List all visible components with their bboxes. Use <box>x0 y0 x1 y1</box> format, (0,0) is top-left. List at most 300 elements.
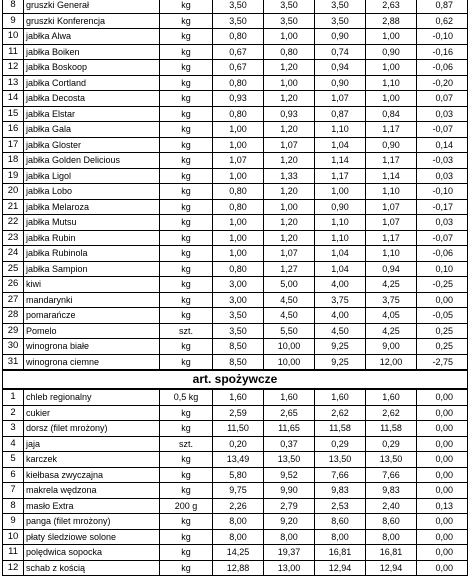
table-row <box>3 514 468 530</box>
product-name: płaty śledziowe solone <box>24 529 160 545</box>
price-max: 1,07 <box>264 137 315 153</box>
unit: kg <box>160 60 213 76</box>
food-section-header <box>3 370 468 389</box>
price-max: 1,20 <box>264 215 315 231</box>
unit: kg <box>160 339 213 355</box>
price-max: 4,50 <box>264 308 315 324</box>
price-min: 9,75 <box>213 483 264 499</box>
product-name: jabłka Decosta <box>24 91 160 107</box>
table-row <box>3 292 468 308</box>
product-name: jaja <box>24 436 160 452</box>
product-name: jabłka Lobo <box>24 184 160 200</box>
table-row <box>3 354 468 370</box>
unit: kg <box>160 421 213 437</box>
price-min: 1,00 <box>213 215 264 231</box>
row-number: 18 <box>3 153 24 169</box>
row-number: 26 <box>3 277 24 293</box>
price-change: -0,03 <box>417 153 468 169</box>
price-avg: 0,74 <box>315 44 366 60</box>
product-name: schab z kością <box>24 560 160 576</box>
price-avg: 0,90 <box>315 199 366 215</box>
row-number: 9 <box>3 13 24 29</box>
table-row <box>3 44 468 60</box>
price-prev: 4,25 <box>366 277 417 293</box>
table-row <box>3 13 468 29</box>
price-max: 9,52 <box>264 467 315 483</box>
unit: kg <box>160 75 213 91</box>
price-change: -2,75 <box>417 354 468 370</box>
price-prev: 13,50 <box>366 452 417 468</box>
row-number: 22 <box>3 215 24 231</box>
price-change: -0,05 <box>417 308 468 324</box>
unit: kg <box>160 184 213 200</box>
table-row <box>3 405 468 421</box>
price-prev: 1,10 <box>366 184 417 200</box>
price-change: -0,07 <box>417 122 468 138</box>
price-max: 1,60 <box>264 389 315 405</box>
product-name: winogrona białe <box>24 339 160 355</box>
table-row <box>3 436 468 452</box>
price-avg: 1,10 <box>315 122 366 138</box>
price-change: -0,10 <box>417 184 468 200</box>
price-change: 0,03 <box>417 106 468 122</box>
product-name: winogrona ciemne <box>24 354 160 370</box>
price-max: 11,65 <box>264 421 315 437</box>
table-row <box>3 467 468 483</box>
price-avg: 8,00 <box>315 529 366 545</box>
product-name: jabłka Mutsu <box>24 215 160 231</box>
price-min: 1,07 <box>213 153 264 169</box>
price-prev: 0,29 <box>366 436 417 452</box>
unit: kg <box>160 29 213 45</box>
price-prev: 9,00 <box>366 339 417 355</box>
price-change: 0,25 <box>417 323 468 339</box>
product-name: cukier <box>24 405 160 421</box>
unit: kg <box>160 91 213 107</box>
table-row <box>3 498 468 514</box>
price-max: 13,00 <box>264 560 315 576</box>
price-avg: 0,94 <box>315 60 366 76</box>
fruit-section <box>3 0 468 370</box>
price-prev: 1,10 <box>366 75 417 91</box>
unit: kg <box>160 106 213 122</box>
row-number: 27 <box>3 292 24 308</box>
row-number: 30 <box>3 339 24 355</box>
price-min: 1,60 <box>213 389 264 405</box>
price-prev: 1,10 <box>366 246 417 262</box>
price-prev: 8,00 <box>366 529 417 545</box>
price-change: -0,06 <box>417 60 468 76</box>
price-min: 5,80 <box>213 467 264 483</box>
price-prev: 2,88 <box>366 13 417 29</box>
price-max: 1,00 <box>264 29 315 45</box>
row-number: 12 <box>3 60 24 76</box>
price-table <box>2 0 468 576</box>
product-name: dorsz (filet mrożony) <box>24 421 160 437</box>
unit: kg <box>160 261 213 277</box>
row-number: 15 <box>3 106 24 122</box>
row-number: 21 <box>3 199 24 215</box>
row-number: 8 <box>3 498 24 514</box>
unit: kg <box>160 13 213 29</box>
unit: kg <box>160 483 213 499</box>
row-number: 17 <box>3 137 24 153</box>
price-min: 3,50 <box>213 0 264 13</box>
price-avg: 3,75 <box>315 292 366 308</box>
product-name: gruszki Konferencja <box>24 13 160 29</box>
price-min: 1,00 <box>213 230 264 246</box>
price-change: 0,13 <box>417 498 468 514</box>
row-number: 6 <box>3 467 24 483</box>
price-min: 0,80 <box>213 261 264 277</box>
price-avg: 1,60 <box>315 389 366 405</box>
price-avg: 4,00 <box>315 277 366 293</box>
price-min: 8,50 <box>213 354 264 370</box>
price-change: -0,10 <box>417 29 468 45</box>
price-prev: 3,75 <box>366 292 417 308</box>
table-row <box>3 122 468 138</box>
table-row <box>3 184 468 200</box>
product-name: jabłka Sampion <box>24 261 160 277</box>
product-name: jabłka Elstar <box>24 106 160 122</box>
product-name: jabłka Boiken <box>24 44 160 60</box>
table-row <box>3 277 468 293</box>
price-prev: 1,07 <box>366 215 417 231</box>
price-prev: 1,14 <box>366 168 417 184</box>
price-change: 0,00 <box>417 529 468 545</box>
unit: kg <box>160 0 213 13</box>
price-change: 0,10 <box>417 261 468 277</box>
product-name: jabłka Rubin <box>24 230 160 246</box>
price-min: 3,50 <box>213 308 264 324</box>
price-change: -0,17 <box>417 199 468 215</box>
product-name: pomarańcze <box>24 308 160 324</box>
price-avg: 9,25 <box>315 339 366 355</box>
price-max: 10,00 <box>264 339 315 355</box>
row-number: 5 <box>3 452 24 468</box>
price-max: 0,37 <box>264 436 315 452</box>
unit: kg <box>160 545 213 561</box>
table-row <box>3 339 468 355</box>
price-max: 19,37 <box>264 545 315 561</box>
product-name: mandarynki <box>24 292 160 308</box>
price-avg: 9,83 <box>315 483 366 499</box>
price-prev: 1,07 <box>366 199 417 215</box>
price-min: 3,00 <box>213 277 264 293</box>
table-row <box>3 153 468 169</box>
price-max: 1,20 <box>264 230 315 246</box>
price-change: 0,00 <box>417 467 468 483</box>
price-max: 1,20 <box>264 60 315 76</box>
price-min: 0,80 <box>213 106 264 122</box>
price-prev: 0,84 <box>366 106 417 122</box>
price-prev: 12,00 <box>366 354 417 370</box>
price-min: 8,00 <box>213 514 264 530</box>
row-number: 12 <box>3 560 24 576</box>
table-row <box>3 421 468 437</box>
product-name: masło Extra <box>24 498 160 514</box>
unit: kg <box>160 199 213 215</box>
price-max: 5,50 <box>264 323 315 339</box>
price-prev: 9,83 <box>366 483 417 499</box>
price-avg: 0,29 <box>315 436 366 452</box>
row-number: 9 <box>3 514 24 530</box>
row-number: 31 <box>3 354 24 370</box>
price-min: 0,80 <box>213 75 264 91</box>
table-row <box>3 308 468 324</box>
price-avg: 1,00 <box>315 184 366 200</box>
price-prev: 1,17 <box>366 153 417 169</box>
row-number: 8 <box>3 0 24 13</box>
unit: 200 g <box>160 498 213 514</box>
price-min: 3,50 <box>213 323 264 339</box>
price-max: 13,50 <box>264 452 315 468</box>
price-avg: 0,90 <box>315 29 366 45</box>
table-row <box>3 560 468 576</box>
price-max: 1,33 <box>264 168 315 184</box>
row-number: 19 <box>3 168 24 184</box>
product-name: panga (filet mrożony) <box>24 514 160 530</box>
section-title: art. spożywcze <box>3 370 468 389</box>
price-change: 0,00 <box>417 514 468 530</box>
unit: kg <box>160 230 213 246</box>
price-avg: 2,53 <box>315 498 366 514</box>
price-prev: 1,00 <box>366 60 417 76</box>
price-max: 0,80 <box>264 44 315 60</box>
price-prev: 0,90 <box>366 44 417 60</box>
row-number: 29 <box>3 323 24 339</box>
price-max: 1,00 <box>264 199 315 215</box>
price-avg: 12,94 <box>315 560 366 576</box>
table-row <box>3 137 468 153</box>
row-number: 14 <box>3 91 24 107</box>
price-prev: 0,90 <box>366 137 417 153</box>
price-avg: 3,50 <box>315 13 366 29</box>
price-min: 0,80 <box>213 184 264 200</box>
unit: kg <box>160 246 213 262</box>
price-min: 8,00 <box>213 529 264 545</box>
price-min: 14,25 <box>213 545 264 561</box>
unit: 0,5 kg <box>160 389 213 405</box>
unit: kg <box>160 452 213 468</box>
price-avg: 1,10 <box>315 215 366 231</box>
price-min: 1,00 <box>213 168 264 184</box>
price-avg: 13,50 <box>315 452 366 468</box>
table-row <box>3 483 468 499</box>
price-prev: 11,58 <box>366 421 417 437</box>
price-min: 0,67 <box>213 44 264 60</box>
product-name: makrela wędzona <box>24 483 160 499</box>
table-row <box>3 323 468 339</box>
table-row <box>3 168 468 184</box>
row-number: 13 <box>3 75 24 91</box>
row-number: 3 <box>3 421 24 437</box>
product-name: jabłka Gala <box>24 122 160 138</box>
price-max: 2,65 <box>264 405 315 421</box>
product-name: jabłka Cortland <box>24 75 160 91</box>
table-row <box>3 452 468 468</box>
price-max: 1,20 <box>264 153 315 169</box>
price-avg: 1,14 <box>315 153 366 169</box>
unit: kg <box>160 168 213 184</box>
unit: kg <box>160 215 213 231</box>
price-change: -0,16 <box>417 44 468 60</box>
price-prev: 12,94 <box>366 560 417 576</box>
price-avg: 4,00 <box>315 308 366 324</box>
row-number: 23 <box>3 230 24 246</box>
unit: kg <box>160 308 213 324</box>
table-row <box>3 261 468 277</box>
product-name: gruszki Generał <box>24 0 160 13</box>
product-name: jabłka Ligol <box>24 168 160 184</box>
food-section <box>3 389 468 576</box>
price-avg: 8,60 <box>315 514 366 530</box>
unit: kg <box>160 277 213 293</box>
price-change: -0,06 <box>417 246 468 262</box>
row-number: 10 <box>3 29 24 45</box>
price-min: 11,50 <box>213 421 264 437</box>
unit: kg <box>160 292 213 308</box>
product-name: chleb regionalny <box>24 389 160 405</box>
unit: kg <box>160 137 213 153</box>
table-row <box>3 29 468 45</box>
unit: kg <box>160 153 213 169</box>
price-max: 5,00 <box>264 277 315 293</box>
price-min: 1,00 <box>213 137 264 153</box>
price-max: 0,93 <box>264 106 315 122</box>
row-number: 10 <box>3 529 24 545</box>
product-name: jabłka Melaroza <box>24 199 160 215</box>
price-change: 0,00 <box>417 483 468 499</box>
price-max: 10,00 <box>264 354 315 370</box>
unit: kg <box>160 405 213 421</box>
price-avg: 4,50 <box>315 323 366 339</box>
price-prev: 16,81 <box>366 545 417 561</box>
price-change: 0,14 <box>417 137 468 153</box>
table-row <box>3 75 468 91</box>
section-header-row <box>3 370 468 389</box>
table-row <box>3 0 468 13</box>
price-prev: 7,66 <box>366 467 417 483</box>
price-avg: 1,17 <box>315 168 366 184</box>
product-name: polędwica sopocka <box>24 545 160 561</box>
table-row <box>3 246 468 262</box>
price-max: 4,50 <box>264 292 315 308</box>
price-max: 1,20 <box>264 91 315 107</box>
row-number: 25 <box>3 261 24 277</box>
product-name: jabłka Gloster <box>24 137 160 153</box>
price-avg: 0,90 <box>315 75 366 91</box>
unit: kg <box>160 122 213 138</box>
table-row <box>3 91 468 107</box>
price-avg: 7,66 <box>315 467 366 483</box>
price-avg: 16,81 <box>315 545 366 561</box>
row-number: 2 <box>3 405 24 421</box>
price-max: 1,27 <box>264 261 315 277</box>
product-name: jabłka Golden Delicious <box>24 153 160 169</box>
price-change: -0,25 <box>417 277 468 293</box>
price-min: 0,20 <box>213 436 264 452</box>
price-avg: 1,04 <box>315 261 366 277</box>
price-change: -0,20 <box>417 75 468 91</box>
price-avg: 9,25 <box>315 354 366 370</box>
price-min: 2,59 <box>213 405 264 421</box>
price-min: 1,00 <box>213 122 264 138</box>
price-min: 12,88 <box>213 560 264 576</box>
price-prev: 4,05 <box>366 308 417 324</box>
unit: kg <box>160 354 213 370</box>
price-max: 3,50 <box>264 13 315 29</box>
price-prev: 1,17 <box>366 230 417 246</box>
row-number: 11 <box>3 545 24 561</box>
price-avg: 3,50 <box>315 0 366 13</box>
price-change: 0,00 <box>417 545 468 561</box>
price-change: 0,00 <box>417 452 468 468</box>
table-row <box>3 199 468 215</box>
row-number: 4 <box>3 436 24 452</box>
table-row <box>3 389 468 405</box>
price-prev: 4,25 <box>366 323 417 339</box>
product-name: kiełbasa zwyczajna <box>24 467 160 483</box>
price-prev: 1,17 <box>366 122 417 138</box>
product-name: kiwi <box>24 277 160 293</box>
price-max: 3,50 <box>264 0 315 13</box>
product-name: karczek <box>24 452 160 468</box>
price-prev: 2,40 <box>366 498 417 514</box>
price-min: 8,50 <box>213 339 264 355</box>
price-avg: 1,04 <box>315 246 366 262</box>
table-row <box>3 106 468 122</box>
price-avg: 1,04 <box>315 137 366 153</box>
price-prev: 1,00 <box>366 29 417 45</box>
row-number: 11 <box>3 44 24 60</box>
price-change: 0,00 <box>417 560 468 576</box>
row-number: 20 <box>3 184 24 200</box>
price-min: 0,80 <box>213 199 264 215</box>
price-change: 0,03 <box>417 215 468 231</box>
unit: kg <box>160 514 213 530</box>
price-change: -0,07 <box>417 230 468 246</box>
price-max: 1,20 <box>264 184 315 200</box>
unit: kg <box>160 44 213 60</box>
price-avg: 2,62 <box>315 405 366 421</box>
price-change: 0,00 <box>417 421 468 437</box>
price-change: 0,00 <box>417 436 468 452</box>
price-max: 9,20 <box>264 514 315 530</box>
price-max: 1,07 <box>264 246 315 262</box>
row-number: 7 <box>3 483 24 499</box>
row-number: 1 <box>3 389 24 405</box>
unit: kg <box>160 467 213 483</box>
price-avg: 11,58 <box>315 421 366 437</box>
row-number: 28 <box>3 308 24 324</box>
unit: kg <box>160 560 213 576</box>
row-number: 16 <box>3 122 24 138</box>
price-change: 0,00 <box>417 292 468 308</box>
product-name: jabłka Boskoop <box>24 60 160 76</box>
product-name: Pomelo <box>24 323 160 339</box>
product-name: jabłka Rubinola <box>24 246 160 262</box>
price-change: 0,00 <box>417 405 468 421</box>
price-prev: 2,63 <box>366 0 417 13</box>
table-row <box>3 529 468 545</box>
product-name: jabłka Alwa <box>24 29 160 45</box>
unit: szt. <box>160 323 213 339</box>
unit: szt. <box>160 436 213 452</box>
price-prev: 1,60 <box>366 389 417 405</box>
price-min: 3,50 <box>213 13 264 29</box>
price-prev: 0,94 <box>366 261 417 277</box>
